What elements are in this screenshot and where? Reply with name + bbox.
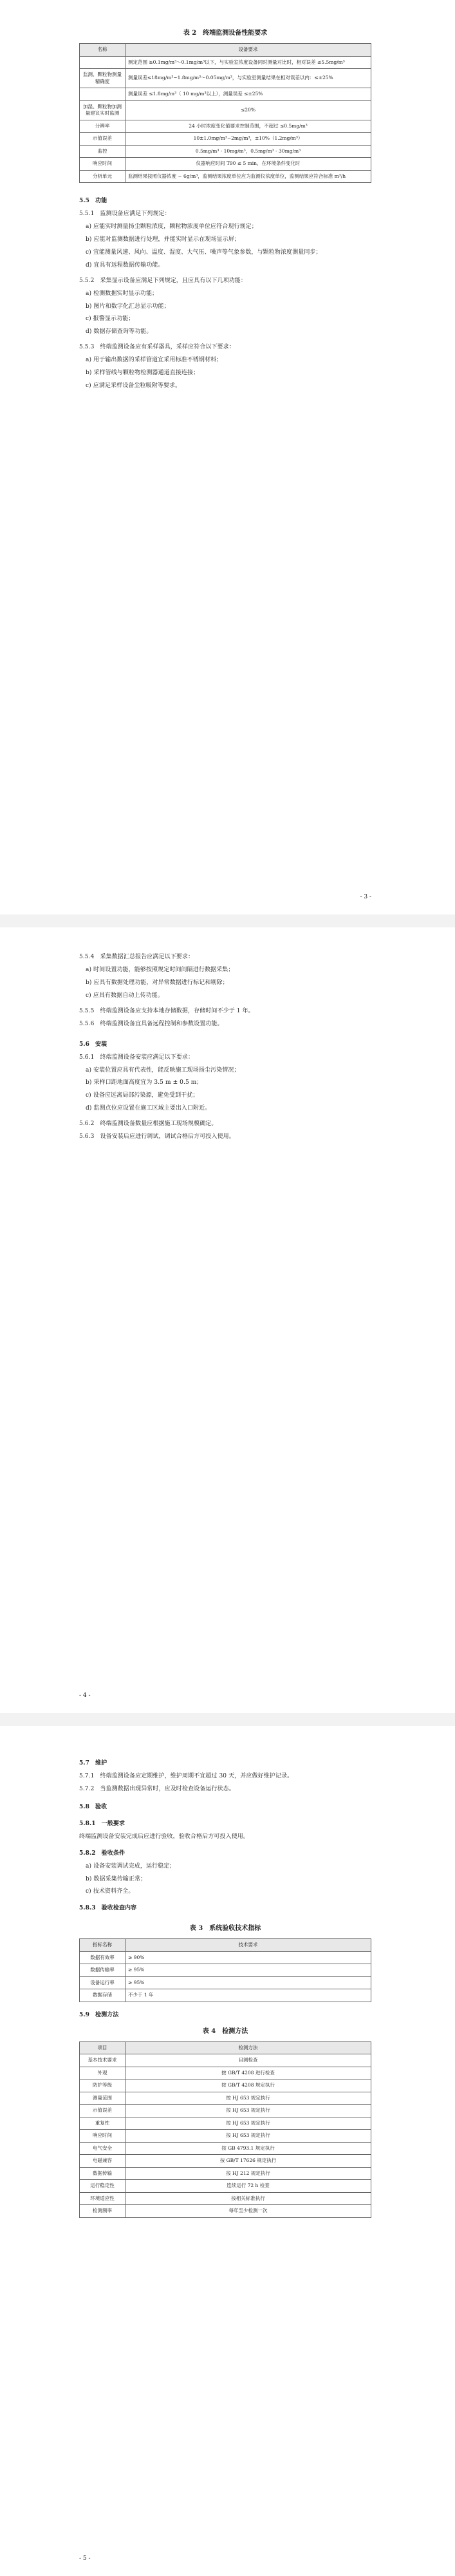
table-row — [80, 1951, 371, 1964]
section-heading: 5.8 验收 — [79, 1803, 107, 1810]
table-row — [80, 170, 371, 183]
paragraph: 5.6.1 终端监测设备安装应满足以下要求： — [79, 1054, 194, 1061]
paragraph: 终端监测设备安装完成后应进行验收，验收合格后方可投入使用。 — [79, 1833, 249, 1840]
table-row — [80, 1964, 371, 1977]
table-cell: 按 HJ 653 规定执行 — [125, 2130, 371, 2143]
table-4-header: 项目 — [80, 2041, 125, 2054]
list-item: c) 设备应远离局部污染源，避免受到干扰； — [86, 1092, 199, 1099]
table-cell: ≤20% — [125, 100, 371, 120]
table-cell: 分辨率 — [80, 120, 125, 133]
table-4-caption: 表 4 检测方法 — [202, 2027, 248, 2035]
subsection-heading: 5.8.1 一般要求 — [79, 1820, 125, 1827]
table-cell: 运行稳定性 — [80, 2180, 125, 2193]
table-cell: 外观 — [80, 2067, 125, 2079]
table-cell: 0.5mg/m³ - 10mg/m³，0.5mg/m³ - 30mg/m³ — [125, 145, 371, 158]
table-cell: ≥ 90% — [125, 1951, 371, 1964]
table-cell: 电磁兼容 — [80, 2155, 125, 2168]
paragraph: 5.5.6 终端监测设备宜具备远程控制和参数设置功能。 — [79, 1020, 223, 1027]
table-cell: 数据存储 — [80, 1989, 125, 2002]
table-row — [80, 2205, 371, 2218]
table-row — [80, 1989, 371, 2002]
table-cell: 监测、颗粒物测量精确度 — [80, 69, 125, 88]
list-item: b) 采样口距地面高度宜为 3.5 m ± 0.5 m； — [86, 1079, 203, 1086]
document-page-3 — [0, 1726, 455, 2576]
table-row — [80, 2105, 371, 2117]
table-cell: 响应时间 — [80, 2130, 125, 2143]
page-number: - 4 - — [79, 1692, 91, 1699]
table-row — [80, 145, 371, 158]
table-cell: 按 HJ 653 规定执行 — [125, 2092, 371, 2105]
table-cell — [80, 56, 125, 69]
table-row — [80, 1976, 371, 1989]
table-cell: 按 GB 4793.1 规定执行 — [125, 2142, 371, 2155]
table-cell: 重复性 — [80, 2117, 125, 2130]
table-cell: 按 HJ 653 规定执行 — [125, 2117, 371, 2130]
page-number: - 3 - — [360, 894, 371, 900]
paragraph: 5.5.3 终端监测设备应有采样器具，采样应符合以下要求： — [79, 344, 235, 351]
table-cell: 10±1.0mg/m³~2mg/m³，±10%（1.2mg/m³） — [125, 133, 371, 146]
list-item: c) 技术资料齐全。 — [86, 1888, 135, 1895]
section-heading: 5.6 安装 — [79, 1041, 107, 1048]
table-cell: 环境适应性 — [80, 2192, 125, 2205]
table-cell: 响应时间 — [80, 158, 125, 171]
table-cell: 加湿、颗粒物加测量建议实时监测 — [80, 100, 125, 120]
list-item: a) 安装位置应具有代表性，能反映施工现场扬尘污染情况； — [86, 1066, 240, 1074]
list-item: a) 用于输出数据的采样管道宜采用标准不锈钢材料； — [86, 357, 223, 364]
table-cell: 监控 — [80, 145, 125, 158]
table-cell: 防护等级 — [80, 2079, 125, 2092]
table-cell: ≥ 95% — [125, 1976, 371, 1989]
table-row — [80, 2130, 371, 2143]
section-heading: 5.7 维护 — [79, 1760, 107, 1766]
list-item: b) 应具有数据处理功能，对异常数据进行标记和剔除； — [86, 979, 228, 986]
table-2-header: 设备要求 — [125, 44, 371, 57]
table-3 — [79, 1938, 371, 2002]
list-item: c) 宜能测量风速、风向、温度、湿度、大气压、噪声等气象参数，与颗粒物浓度测量同步； — [86, 249, 322, 256]
list-item: d) 数据存储查询等功能。 — [86, 328, 153, 336]
table-2-caption: 表 2 终端监测设备性能要求 — [183, 30, 268, 37]
list-item: d) 监测点位应设置在施工区域主要出入口附近。 — [86, 1105, 211, 1112]
table-cell: 测量范围 — [80, 2092, 125, 2105]
list-item: d) 宜具有远程数据传输功能。 — [86, 261, 164, 269]
document-page-2 — [0, 927, 455, 1713]
table-3-header: 指标名称 — [80, 1939, 125, 1952]
table-cell: 测量误差≤18mg/m³~1.8mg/m³～0.05mg/m³，与实验室测量结果在相对误差以内：≤±25% — [125, 69, 371, 88]
paragraph: 5.5.1 监测设备应满足下列规定： — [79, 210, 171, 217]
table-cell: 检测频率 — [80, 2205, 125, 2218]
table-cell: 按 HJ 653 规定执行 — [125, 2105, 371, 2117]
table-cell: 每年至少检测一次 — [125, 2205, 371, 2218]
paragraph: 5.6.3 设备安装后应进行调试，调试合格后方可投入使用。 — [79, 1133, 235, 1141]
list-item: c) 报警显示功能； — [86, 316, 135, 323]
table-cell: 设备运行率 — [80, 1976, 125, 1989]
table-cell: 分析单元 — [80, 170, 125, 183]
table-row — [80, 2092, 371, 2105]
table-3-caption: 表 3 系统验收技术指标 — [189, 1925, 261, 1933]
table-cell: 数据传输率 — [80, 1964, 125, 1977]
table-cell: 目测检查 — [125, 2054, 371, 2067]
list-item: b) 数据采集传输正常； — [86, 1875, 147, 1882]
table-cell: 按 GB/T 4208 进行检查 — [125, 2067, 371, 2079]
table-row — [80, 100, 371, 120]
list-item: b) 采样管线与颗粒物检测器通道直接连接； — [86, 370, 200, 377]
table-row — [80, 133, 371, 146]
section-heading: 5.9 检测方法 — [79, 2011, 119, 2018]
table-cell: 数据传输 — [80, 2167, 125, 2180]
table-cell: 不少于 1 年 — [125, 1989, 371, 2002]
table-cell: 按 HJ 212 规定执行 — [125, 2167, 371, 2180]
paragraph: 5.5.5 终端监测设备应支持本地存储数据，存储时间不少于 1 年。 — [79, 1007, 254, 1014]
table-row — [80, 2117, 371, 2130]
document-page-1 — [0, 0, 455, 914]
table-row — [80, 2067, 371, 2079]
table-cell — [80, 88, 125, 101]
table-row — [80, 56, 371, 69]
table-cell: 测量误差 ≤1.8mg/m³（ 10 mg/m³以上），测量误差 ≤±25% — [125, 88, 371, 101]
table-cell: 按 GB/T 17626 规定执行 — [125, 2155, 371, 2168]
page-number: - 5 - — [79, 2555, 91, 2562]
table-cell: 示值误差 — [80, 133, 125, 146]
table-row — [80, 2155, 371, 2168]
list-item: b) 应能对监测数据进行处理，并能实时显示在现场显示屏； — [86, 236, 240, 243]
paragraph: 5.6.2 终端监测设备数量应根据施工现场规模确定。 — [79, 1121, 218, 1128]
table-row — [80, 2054, 371, 2067]
table-cell: 按相关标准执行 — [125, 2192, 371, 2205]
paragraph: 5.7.2 当监测数据出现异常时，应及时检查设备运行状态。 — [79, 1785, 235, 1792]
section-heading: 5.5 功能 — [79, 198, 107, 204]
table-row — [80, 2167, 371, 2180]
table-4 — [79, 2041, 371, 2218]
table-row — [80, 2142, 371, 2155]
table-cell: 监测结果按照仪器浓度 ~ 6g/m³，监测结果浓度单位应为监测仪浓度单位，监测结果应符合标准 m³/h — [125, 170, 371, 183]
table-row — [80, 158, 371, 171]
paragraph: 5.7.1 终端监测设备应定期维护，维护周期不宜超过 30 天，并应做好维护记录。 — [79, 1772, 293, 1779]
table-4-header: 检测方法 — [125, 2041, 371, 2054]
list-item: c) 应具有数据自动上传功能。 — [86, 992, 163, 999]
table-cell: 测定范围 ≥0.1mg/m³～0.1mg/m³以下，与实验室浓度设备同时测量对比时，相对误差 ≤5.5mg/m³ — [125, 56, 371, 69]
subsection-heading: 5.8.3 验收检查内容 — [79, 1905, 137, 1912]
table-row — [80, 2079, 371, 2092]
table-cell: 连续运行 72 h 检查 — [125, 2180, 371, 2193]
table-cell: 按 GB/T 4208 规定执行 — [125, 2079, 371, 2092]
list-item: a) 设备安装调试完成，运行稳定； — [86, 1862, 176, 1870]
paragraph: 5.5.2 采集显示设备应满足下列规定，且应具有以下几项功能： — [79, 277, 247, 284]
table-cell: 数据有效率 — [80, 1951, 125, 1964]
table-2 — [79, 43, 371, 183]
table-2-header: 名称 — [80, 44, 125, 57]
table-cell: 电气安全 — [80, 2142, 125, 2155]
table-row — [80, 69, 371, 88]
paragraph: 5.5.4 采集数据汇总报告应满足以下要求： — [79, 954, 194, 960]
table-cell: 示值误差 — [80, 2105, 125, 2117]
table-cell: 基本技术要求 — [80, 2054, 125, 2067]
list-item: a) 检测数据实时显示功能； — [86, 290, 158, 297]
table-row — [80, 2180, 371, 2193]
list-item: a) 应能实时测量扬尘颗粒浓度，颗粒物浓度单位应符合现行规定； — [86, 223, 257, 230]
table-row — [80, 2192, 371, 2205]
subsection-heading: 5.8.2 验收条件 — [79, 1850, 125, 1857]
list-item: b) 图片和数字化汇总显示功能； — [86, 303, 170, 310]
list-item: c) 应满足采样设备尘粒吸附等要求。 — [86, 383, 181, 390]
table-cell: ≥ 95% — [125, 1964, 371, 1977]
table-row — [80, 88, 371, 101]
list-item: a) 时间设置功能，能够按照规定时间间隔进行数据采集； — [86, 966, 234, 973]
table-row — [80, 120, 371, 133]
table-cell: 24 小时浓度变化值要求控制范围，不超过 ≤0.5mg/m³ — [125, 120, 371, 133]
table-cell: 仪器响应时间 T90 ≤ 5 min，在环境条件变化时 — [125, 158, 371, 171]
table-3-header: 技术要求 — [125, 1939, 371, 1952]
